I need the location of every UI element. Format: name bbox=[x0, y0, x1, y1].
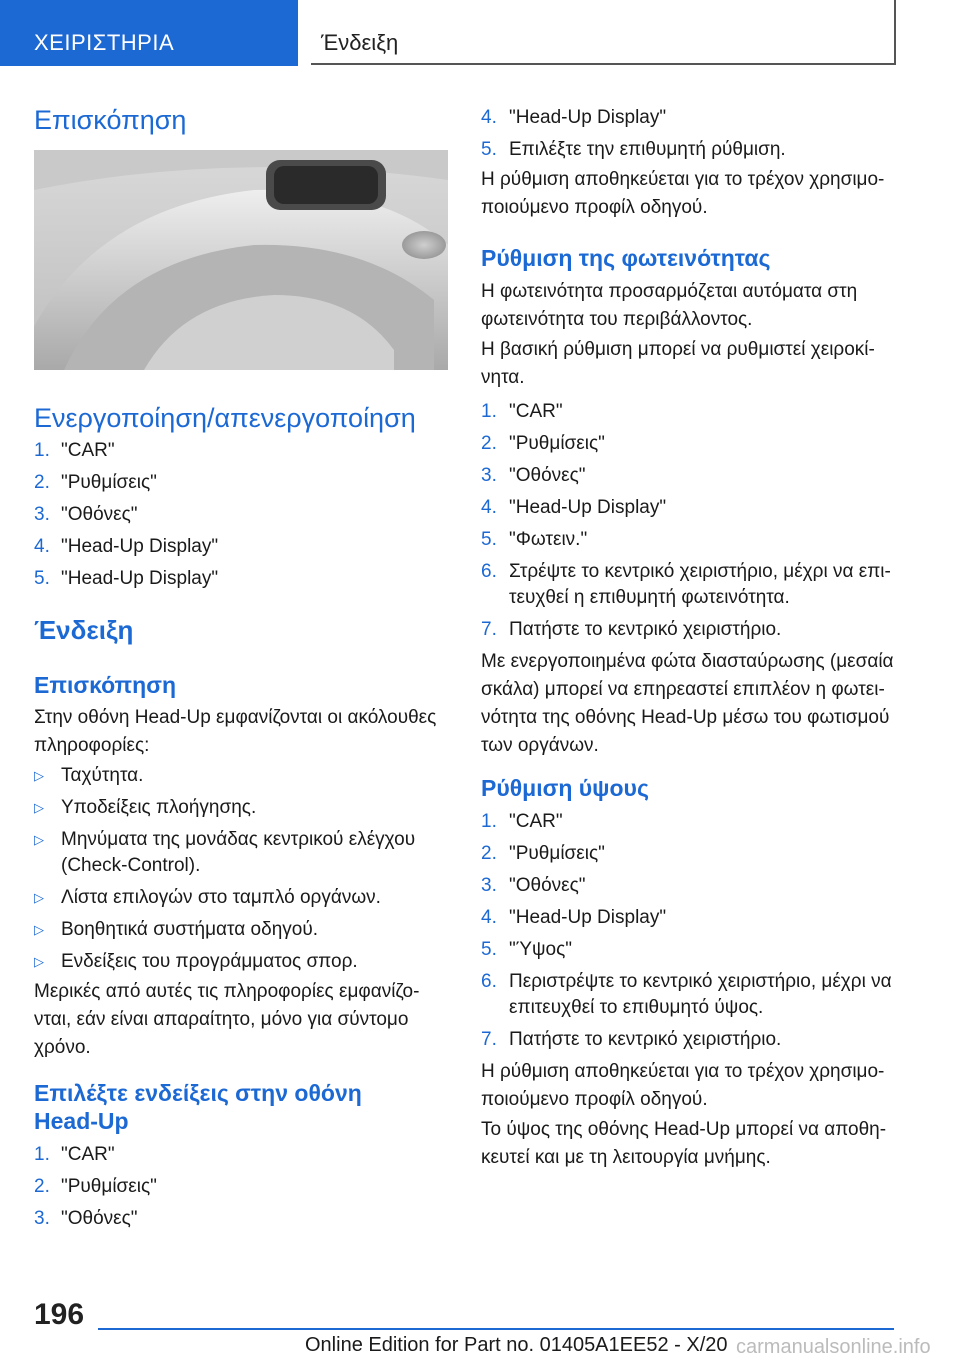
step-text: "Ρυθμίσεις" bbox=[61, 1176, 157, 1197]
step-text: Περιστρέψτε το κεντρικό χειριστήριο, μέχρι να bbox=[509, 971, 892, 992]
step-number: 4. bbox=[34, 536, 50, 557]
edition-text: Online Edition for Part no. 01405A1EE52 - X/20 bbox=[305, 1334, 728, 1356]
intro-line-2: πληροφορίες: bbox=[34, 735, 150, 756]
page-header bbox=[0, 0, 960, 66]
height-saved-line-1: Η ρύθμιση αποθηκεύεται για το τρέχον χρησιμο- bbox=[481, 1061, 885, 1082]
step-number: 3. bbox=[481, 875, 497, 896]
step-number: 5. bbox=[34, 568, 50, 589]
intro-line-1: Στην οθόνη Head-Up εμφανίζονται οι ακόλουθες bbox=[34, 707, 437, 728]
step-number: 2. bbox=[34, 1176, 50, 1197]
step-number: 4. bbox=[481, 497, 497, 518]
step-text-cont: επιτευχθεί το επιθυμητό ύψος. bbox=[509, 997, 764, 1018]
step-text: "Head-Up Display" bbox=[61, 536, 219, 557]
step-text-cont: τευχθεί η επιθυμητή φωτεινότητα. bbox=[509, 587, 790, 608]
bullet-text: Μηνύματα της μονάδας κεντρικού ελέγχου bbox=[61, 829, 416, 850]
footer-divider bbox=[98, 1328, 894, 1330]
step-text: "Οθόνες" bbox=[61, 1208, 138, 1229]
heading-activation: Ενεργοποίηση/απενεργοποίηση bbox=[34, 403, 416, 433]
step-number: 5. bbox=[481, 529, 497, 550]
step-number: 7. bbox=[481, 1029, 497, 1050]
note-line-3: χρόνο. bbox=[34, 1037, 91, 1058]
step-text: "CAR" bbox=[509, 401, 563, 422]
head-up-display-photo bbox=[34, 150, 448, 370]
lights-line-1: Με ενεργοποιημένα φώτα διασταύρωσης (μεσαία bbox=[481, 651, 894, 672]
bright-line-1: Η φωτεινότητα προσαρμόζεται αυτόματα στη bbox=[481, 281, 858, 302]
note-line-2: νται, εάν είναι απαραίτητο, μόνο για σύντομο bbox=[34, 1009, 409, 1030]
step-text: "Ύψος" bbox=[509, 939, 573, 960]
topic-tab bbox=[311, 0, 896, 65]
triangle-bullet-icon: ▷ bbox=[34, 768, 44, 783]
step-number: 1. bbox=[34, 440, 50, 461]
step-text: Στρέψτε το κεντρικό χειριστήριο, μέχρι να επι- bbox=[509, 561, 891, 582]
triangle-bullet-icon: ▷ bbox=[34, 890, 44, 905]
bright-line-2: φωτεινότητα του περιβάλλοντος. bbox=[481, 309, 753, 330]
step-text: "CAR" bbox=[61, 440, 115, 461]
step-text: "Head-Up Display" bbox=[61, 568, 219, 589]
step-text: "Head-Up Display" bbox=[509, 907, 667, 928]
section-label: ΧΕΙΡΙΣΤΗΡΙΑ bbox=[34, 30, 175, 55]
memory-line-2: κευτεί και με τη λειτουργία μνήμης. bbox=[481, 1147, 771, 1168]
step-text: "Head-Up Display" bbox=[509, 107, 667, 128]
bullet-text: Ταχύτητα. bbox=[61, 765, 144, 786]
subheading-brightness: Ρύθμιση της φωτεινότητας bbox=[481, 245, 771, 271]
saved-line-2: ποιούμενο προφίλ οδηγού. bbox=[481, 197, 708, 218]
bullet-text: Ενδείξεις του προγράμματος σπορ. bbox=[61, 951, 358, 972]
step-text: Πατήστε το κεντρικό χειριστήριο. bbox=[509, 619, 782, 640]
bullet-text: Υποδείξεις πλοήγησης. bbox=[61, 797, 257, 818]
subheading-select-1: Επιλέξτε ενδείξεις στην οθόνη bbox=[34, 1080, 362, 1106]
step-text: "Ρυθμίσεις" bbox=[509, 843, 605, 864]
saved-line-1: Η ρύθμιση αποθηκεύεται για το τρέχον χρησιμο- bbox=[481, 169, 885, 190]
step-number: 3. bbox=[481, 465, 497, 486]
page-number: 196 bbox=[34, 1298, 85, 1331]
bright-line-4: νητα. bbox=[481, 367, 525, 388]
step-text: "Φωτειν." bbox=[509, 529, 588, 550]
memory-line-1: Το ύψος της οθόνης Head-Up μπορεί να αποθη- bbox=[481, 1119, 887, 1140]
step-number: 4. bbox=[481, 107, 497, 128]
step-number: 5. bbox=[481, 939, 497, 960]
step-text: "Ρυθμίσεις" bbox=[61, 472, 157, 493]
step-text: "Οθόνες" bbox=[509, 465, 586, 486]
note-line-1: Μερικές από αυτές τις πληροφορίες εμφανίζο- bbox=[34, 981, 420, 1002]
step-number: 6. bbox=[481, 971, 497, 992]
step-text: "CAR" bbox=[61, 1144, 115, 1165]
step-text: "CAR" bbox=[509, 811, 563, 832]
step-text: Πατήστε το κεντρικό χειριστήριο. bbox=[509, 1029, 782, 1050]
subheading-select-2: Head-Up bbox=[34, 1108, 129, 1134]
heading-display: Ένδειξη bbox=[34, 615, 134, 645]
step-text: Επιλέξτε την επιθυμητή ρύθμιση. bbox=[509, 139, 786, 160]
step-text: "Ρυθμίσεις" bbox=[509, 433, 605, 454]
heading-overview: Επισκόπηση bbox=[34, 105, 187, 135]
step-number: 4. bbox=[481, 907, 497, 928]
triangle-bullet-icon: ▷ bbox=[34, 832, 44, 847]
step-text: "Head-Up Display" bbox=[509, 497, 667, 518]
step-number: 6. bbox=[481, 561, 497, 582]
step-number: 1. bbox=[34, 1144, 50, 1165]
section-tab bbox=[0, 0, 298, 66]
bullet-text: Βοηθητικά συστήματα οδηγού. bbox=[61, 919, 318, 940]
step-number: 1. bbox=[481, 811, 497, 832]
bright-line-3: Η βασική ρύθμιση μπορεί να ρυθμιστεί χειροκί- bbox=[481, 339, 875, 360]
subheading-overview: Επισκόπηση bbox=[34, 672, 176, 698]
bullet-text-cont: (Check-Control). bbox=[61, 855, 201, 876]
watermark: carmanualsonline.info bbox=[736, 1336, 931, 1358]
subheading-height: Ρύθμιση ύψους bbox=[481, 775, 649, 801]
step-text: "Οθόνες" bbox=[61, 504, 138, 525]
step-number: 7. bbox=[481, 619, 497, 640]
triangle-bullet-icon: ▷ bbox=[34, 954, 44, 969]
step-number: 5. bbox=[481, 139, 497, 160]
step-number: 3. bbox=[34, 1208, 50, 1229]
step-number: 3. bbox=[34, 504, 50, 525]
lights-line-3: νότητα της οθόνης Head-Up μέσω του φωτισμού bbox=[481, 707, 890, 728]
step-number: 2. bbox=[34, 472, 50, 493]
step-number: 2. bbox=[481, 433, 497, 454]
bullet-text: Λίστα επιλογών στο ταμπλό οργάνων. bbox=[61, 887, 381, 908]
step-text: "Οθόνες" bbox=[509, 875, 586, 896]
triangle-bullet-icon: ▷ bbox=[34, 922, 44, 937]
lights-line-2: σκάλα) μπορεί να επηρεαστεί επιπλέον η φωτει- bbox=[481, 679, 885, 700]
lights-line-4: των οργάνων. bbox=[481, 735, 599, 756]
triangle-bullet-icon: ▷ bbox=[34, 800, 44, 815]
step-number: 1. bbox=[481, 401, 497, 422]
height-saved-line-2: ποιούμενο προφίλ οδηγού. bbox=[481, 1089, 708, 1110]
topic-label: Ένδειξη bbox=[321, 30, 399, 55]
step-number: 2. bbox=[481, 843, 497, 864]
